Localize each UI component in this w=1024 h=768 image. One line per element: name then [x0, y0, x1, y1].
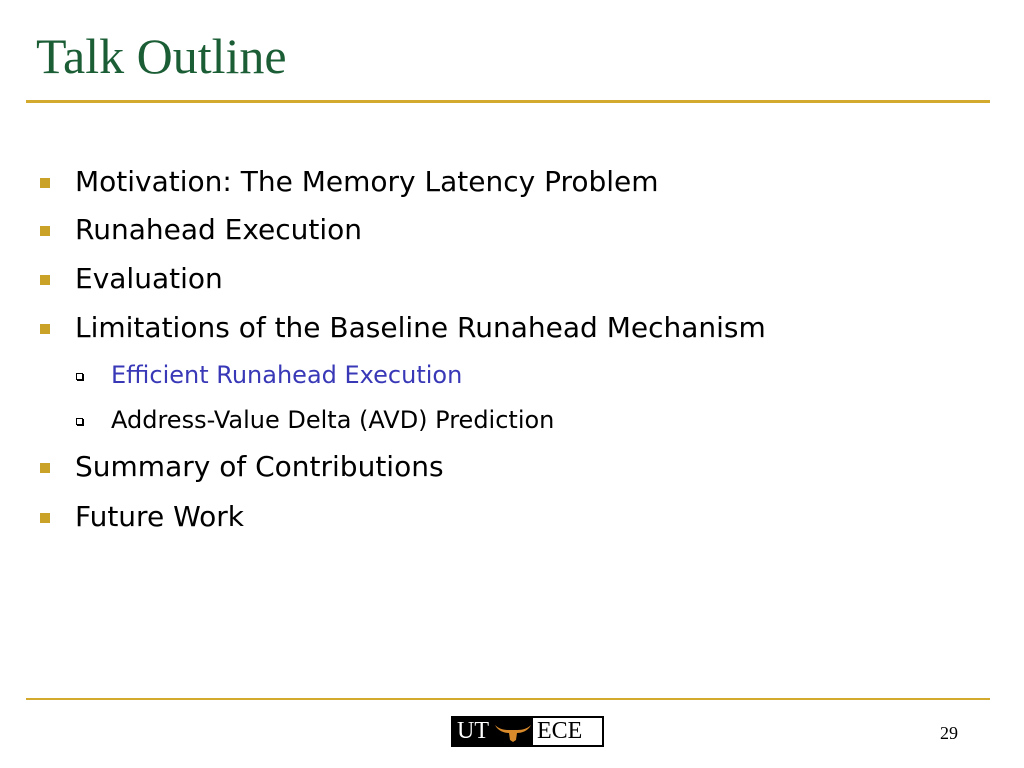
slide-title: Talk Outline — [36, 28, 287, 84]
square-bullet-icon — [40, 178, 50, 188]
outline-subitem-text: Efficient Runahead Execution — [111, 361, 463, 389]
hollow-square-bullet-icon — [76, 373, 83, 380]
hollow-square-bullet-icon — [76, 418, 83, 425]
logo-ut-text: UT — [453, 718, 493, 745]
outline-item-text: Summary of Contributions — [75, 450, 444, 483]
logo-ece-text: ECE — [533, 718, 602, 745]
outline-item-text: Future Work — [75, 500, 244, 533]
footer-divider — [26, 698, 990, 700]
outline-subitem-text: Address-Value Delta (AVD) Prediction — [111, 406, 555, 434]
longhorn-icon — [493, 718, 533, 745]
square-bullet-icon — [40, 463, 50, 473]
outline-item-text: Evaluation — [75, 262, 223, 295]
outline-item-text: Runahead Execution — [75, 213, 363, 246]
square-bullet-icon — [40, 324, 50, 334]
square-bullet-icon — [40, 226, 50, 236]
ut-ece-logo — [451, 716, 604, 747]
page-number: 29 — [940, 723, 958, 743]
outline-item-text: Motivation: The Memory Latency Problem — [75, 165, 659, 198]
square-bullet-icon — [40, 275, 50, 285]
square-bullet-icon — [40, 513, 50, 523]
outline-item-text: Limitations of the Baseline Runahead Mechanism — [75, 311, 766, 344]
